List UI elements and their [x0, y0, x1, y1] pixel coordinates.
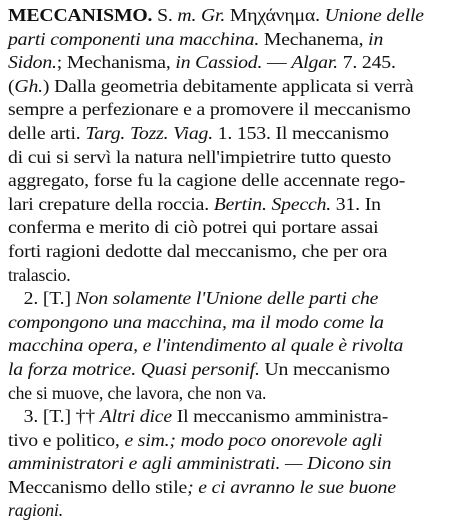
entry-line: [8, 193, 471, 217]
entry-line: [8, 358, 471, 382]
entry-text: Il meccanismo amministra-: [171, 406, 389, 427]
italic-text: Unione delle: [324, 5, 424, 25]
entry-line: [8, 311, 471, 335]
entry-line: [8, 122, 471, 146]
italic-text: Targ. Tozz. Viag.: [85, 122, 213, 143]
entry-text: tralascio.: [8, 264, 71, 285]
entry-line: [8, 146, 471, 170]
italic-text: la forza motrice. Quasi personif.: [8, 358, 260, 379]
entry-text: tivo e politico,: [8, 429, 125, 450]
entry-line: [8, 264, 464, 288]
italic-text: Altri dice: [99, 406, 172, 427]
entry-text: ; Mechanisma,: [56, 52, 176, 73]
entry-text: aggregato, forse fu la cagione delle accennate rego-: [8, 170, 406, 191]
entry-line: [8, 4, 471, 28]
italic-text: Gh.: [14, 75, 43, 96]
italic-text: ragioni.: [8, 500, 64, 521]
entry-line: [8, 75, 471, 99]
entry-text: forti ragioni dedotte dal meccanismo, che per ora: [8, 240, 388, 261]
entry-text: di cui si servì la natura nell'impietrire tutto questo: [8, 146, 392, 167]
entry-text: lari crepature della roccia.: [8, 193, 214, 214]
entry-text: Μηχάνημα.: [225, 5, 325, 25]
entry-line: [8, 452, 471, 476]
entry-text: Un meccanismo: [259, 358, 390, 379]
italic-text: compongono una macchina, ma il modo come la: [8, 311, 384, 332]
entry-line: [8, 51, 471, 75]
italic-text: Sidon.: [8, 52, 57, 73]
entry-text: delle arti.: [8, 122, 86, 143]
entry-text: 3. [T.] ††: [23, 406, 100, 427]
headword: MECCANISMO.: [8, 5, 153, 25]
italic-text: amministratori e agli amministrati. — Dicono sin: [8, 453, 392, 474]
entry-line: [8, 240, 471, 264]
italic-text: macchina opera, e l'intendimento al quale è rivolta: [8, 335, 404, 356]
entry-text: che si muove, che lavora, che non va.: [8, 382, 267, 403]
italic-text: e sim.; modo poco onorevole agli: [124, 429, 383, 450]
italic-text: in Cassiod.: [175, 52, 263, 73]
italic-text: Bertin. Specch.: [213, 193, 332, 214]
entry-line: [8, 405, 471, 429]
entry-line: [8, 169, 471, 193]
entry-text: sempre a perfezionare e a promovere il meccanismo: [8, 99, 411, 120]
entry-text: S.: [152, 5, 178, 25]
italic-text: Algar.: [291, 52, 338, 73]
entry-text: Meccanismo dello stile: [8, 476, 188, 497]
italic-text: parti componenti una macchina.: [8, 28, 260, 49]
entry-text: 7. 245.: [337, 52, 396, 73]
entry-text: ) Dalla geometria debitamente applicata si verrà: [42, 75, 414, 96]
entry-text: 2. [T.]: [23, 288, 76, 309]
dictionary-entry-meccanismo: [8, 4, 464, 523]
entry-line: [8, 382, 464, 406]
italic-text: ; e ci avranno le sue buone: [187, 476, 396, 497]
entry-line: [8, 28, 471, 52]
entry-line: [8, 334, 471, 358]
entry-text: Mechanema,: [259, 28, 369, 49]
entry-line: [8, 429, 471, 453]
italic-text: in: [368, 28, 384, 49]
entry-line: [8, 499, 464, 523]
entry-line: [8, 287, 471, 311]
entry-text: (: [8, 75, 15, 96]
entry-line: [8, 476, 471, 500]
entry-line: [8, 216, 471, 240]
entry-text: —: [262, 52, 292, 73]
italic-text: m. Gr.: [177, 5, 226, 25]
entry-text: conferma e merito di ciò potrei qui portare assai: [8, 217, 379, 238]
entry-text: 1. 153. Il meccanismo: [212, 122, 389, 143]
entry-line: [8, 98, 471, 122]
entry-text: 31. In: [331, 193, 381, 214]
italic-text: Non solamente l'Unione delle parti che: [75, 288, 379, 309]
